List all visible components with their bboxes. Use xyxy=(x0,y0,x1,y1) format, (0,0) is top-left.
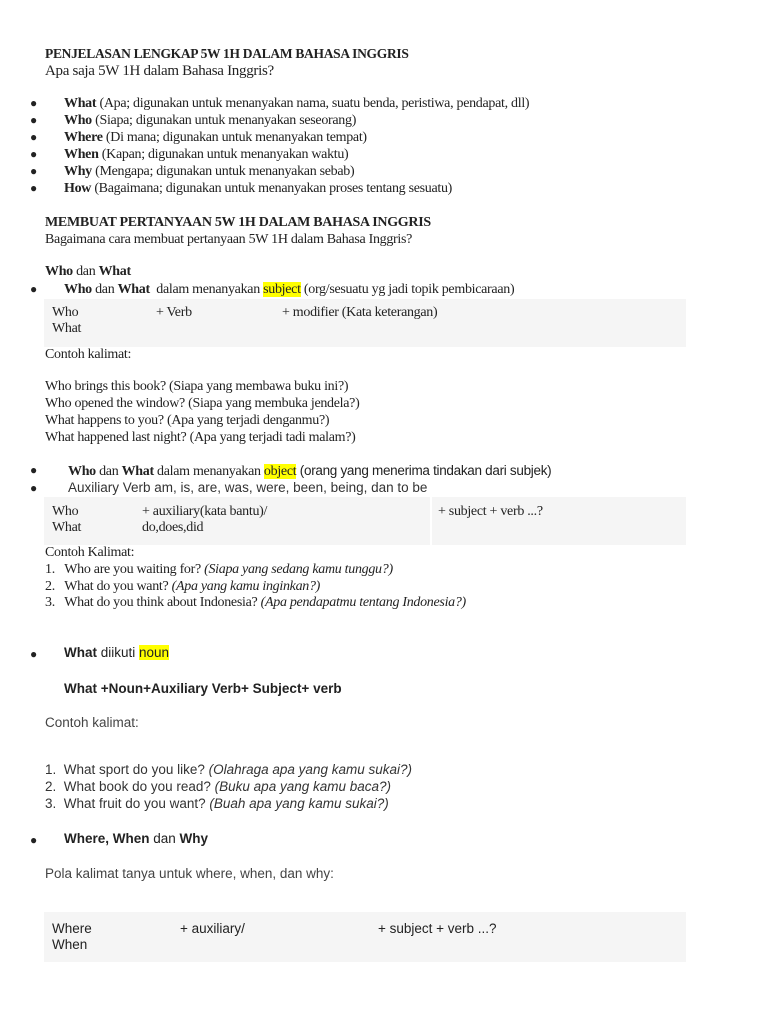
pola-label: Pola kalimat tanya untuk where, when, dan why: xyxy=(45,866,334,881)
cell: + modifier (Kata keterangan) xyxy=(282,305,438,320)
list-item: Where (Di mana; digunakan untuk menanyakan tempat) xyxy=(64,130,367,145)
example: What happened last night? (Apa yang terjadi tadi malam?) xyxy=(45,430,356,445)
object-bullet: Who dan What dalam menanyakan object (orang yang menerima tindakan dari subjek) xyxy=(68,463,552,479)
example: 1. What sport do you like? (Olahraga apa yang kamu sukai?) xyxy=(45,762,412,777)
example: 2. What book do you read? (Buku apa yang kamu baca?) xyxy=(45,779,392,794)
example: What happens to you? (Apa yang terjadi denganmu?) xyxy=(45,413,330,428)
cell: Where xyxy=(52,921,92,936)
example: 1. Who are you waiting for? (Siapa yang sedang kamu tunggu?) xyxy=(45,562,393,577)
cell: + auxiliary/ xyxy=(180,921,245,936)
intro: Apa saja 5W 1H dalam Bahasa Inggris? xyxy=(45,63,274,79)
contoh-label: Contoh Kalimat: xyxy=(45,545,135,560)
formula-table xyxy=(44,299,686,347)
contoh-label: Contoh kalimat: xyxy=(45,347,132,362)
example: 2. What do you want? (Apa yang kamu inginkan?) xyxy=(45,579,321,594)
section-heading: MEMBUAT PERTANYAAN 5W 1H DALAM BAHASA INGGRIS xyxy=(45,215,431,230)
formula-table xyxy=(44,912,686,962)
cell: Who xyxy=(52,504,79,519)
noun-bullet: What diikuti noun xyxy=(64,645,170,660)
cell: When xyxy=(52,937,88,952)
formula: What +Noun+Auxiliary Verb+ Subject+ verb xyxy=(64,681,342,696)
list-item: Who (Siapa; digunakan untuk menanyakan seseorang) xyxy=(64,113,357,128)
example: Who brings this book? (Siapa yang membawa buku ini?) xyxy=(45,379,349,394)
auxiliary-bullet: Auxiliary Verb am, is, are, was, were, been, being, dan to be xyxy=(68,480,428,495)
list-item: Why (Mengapa; digunakan untuk menanyakan sebab) xyxy=(64,164,355,179)
where-when-why-bullet: Where, When dan Why xyxy=(64,831,209,846)
example: 3. What fruit do you want? (Buah apa yang kamu sukai?) xyxy=(45,796,389,811)
list-item: What (Apa; digunakan untuk menanyakan nama, suatu benda, peristiwa, pendapat, dll) xyxy=(64,96,530,111)
cell: + auxiliary(kata bantu)/ xyxy=(142,504,268,519)
example: 3. What do you think about Indonesia? (Apa pendapatmu tentang Indonesia?) xyxy=(45,595,466,610)
formula-table xyxy=(44,497,686,545)
cell: + subject + verb ...? xyxy=(378,921,497,936)
list-item: When (Kapan; digunakan untuk menanyakan waktu) xyxy=(64,147,349,162)
cell: Who xyxy=(52,305,79,320)
who-what-heading: Who dan What xyxy=(45,264,131,279)
cell: do,does,did xyxy=(142,520,204,535)
subject-bullet: Who dan What dalam menanyakan subject (org/sesuatu yg jadi topik pembicaraan) xyxy=(64,282,515,297)
section-subtitle: Bagaimana cara membuat pertanyaan 5W 1H dalam Bahasa Inggris? xyxy=(45,232,413,247)
cell: + Verb xyxy=(156,305,192,320)
document-page: PENJELASAN LENGKAP 5W 1H DALAM BAHASA INGGRIS Apa saja 5W 1H dalam Bahasa Inggris? ● What (Apa; digunakan untuk menanyakan nama, suatu benda, peristiwa, pendapat, dll) ● Who (Siapa; digunakan untuk menanyakan seseorang) ● Where (Di mana; digunakan untuk menanyakan tempat) ● When (Kapan; digunakan untuk menanyakan waktu) ● Why (Mengapa; digunakan untuk menanyakan sebab) ● How (Bagaimana; digunakan untuk menanyakan proses tentang sesuatu) MEMBUAT PERTANYAAN 5W 1H DALAM BAHASA INGGRIS Bagaimana cara membuat pertanyaan 5W 1H dalam Bahasa Inggris? Who dan What ● Who dan What dalam menanyakan subject (org/sesuatu yg jadi topik pembicaraan) Who What + Verb + modifier (Kata keterangan) Contoh kalimat: Who brings this book? (Siapa yang membawa buku ini?) Who opened the window? (Siapa yang membuka jendela?) What happens to you? (Apa yang terjadi denganmu?) What happened last night? (Apa yang terjadi tadi malam?) ● Who dan What dalam menanyakan object (orang yang menerima tindakan dari subjek) ● Auxiliary Verb am, is, are, was, were, been, being, dan to be Who What + auxiliary(kata bantu)/ do,does,did + subject + verb ...? Contoh Kalimat: 1. Who are you waiting for? (Siapa yang sedang kamu tunggu?) 2. What do you want? (Apa yang kamu inginkan?) 3. What do you think about Indonesia? (Apa pendapatmu tentang Indonesia?) ● What diikuti noun What +Noun+Auxiliary Verb+ Subject+ verb Contoh kalimat: 1. What sport do you like? (Olahraga apa yang kamu sukai?) 2. What book do you read? (Buku apa yang kamu baca?) 3. What fruit do you want? (Buah apa yang kamu sukai?) ● Where, When dan Why Pola kalimat tanya untuk where, when, dan why: Where When + auxiliary/ + subject + verb ...? xyxy=(0,0,768,1024)
cell: What xyxy=(52,321,82,336)
contoh-label: Contoh kalimat: xyxy=(45,715,139,730)
cell: + subject + verb ...? xyxy=(438,504,543,519)
doc-title: PENJELASAN LENGKAP 5W 1H DALAM BAHASA INGGRIS xyxy=(45,46,409,61)
example: Who opened the window? (Siapa yang membuka jendela?) xyxy=(45,396,360,411)
list-item: How (Bagaimana; digunakan untuk menanyakan proses tentang sesuatu) xyxy=(64,181,453,196)
cell: What xyxy=(52,520,82,535)
